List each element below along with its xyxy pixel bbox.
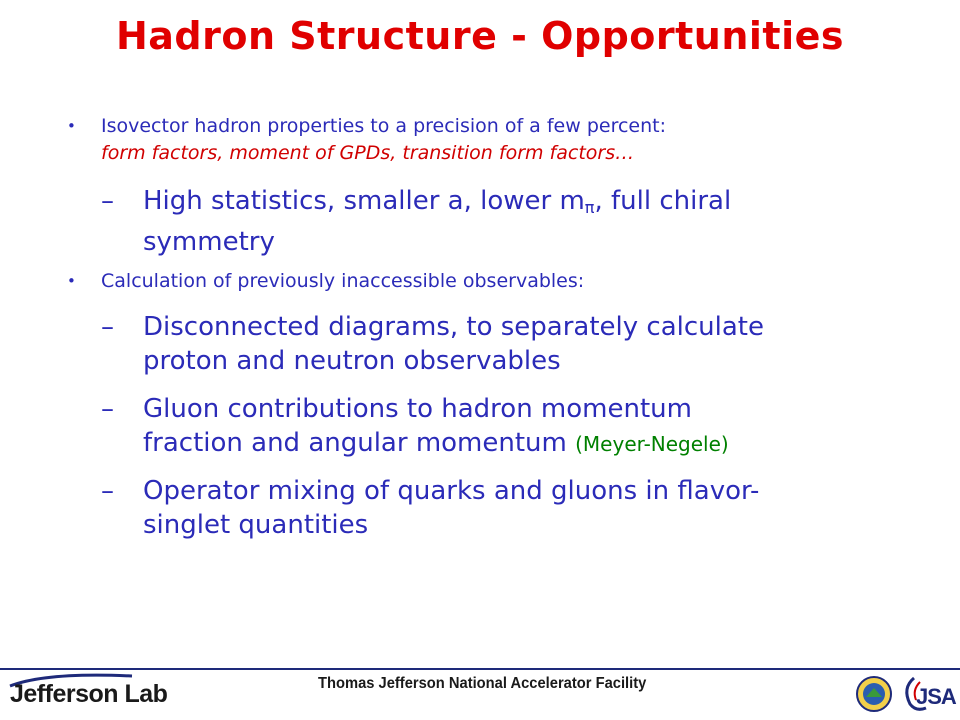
slide-title: Hadron Structure - Opportunities bbox=[115, 14, 845, 58]
dash-marker: – bbox=[101, 312, 114, 342]
bullet-2-1-line2: proton and neutron observables bbox=[143, 346, 561, 376]
bullet-1-1-line2: symmetry bbox=[143, 227, 275, 258]
bullet-1-1-pre: High statistics, smaller a, lower m bbox=[143, 186, 585, 216]
dash-marker: – bbox=[101, 394, 114, 424]
doe-seal-icon bbox=[856, 676, 892, 712]
citation-aside: (Meyer-Negele) bbox=[575, 432, 729, 456]
bullet-marker: • bbox=[67, 272, 76, 290]
bullet-2-1 bbox=[101, 310, 923, 378]
dash-marker: – bbox=[101, 476, 114, 506]
bullet-1-1 bbox=[101, 184, 923, 259]
bullet-2-2-line1: Gluon contributions to hadron momentum bbox=[143, 394, 692, 424]
bullet-2-2-line2-wrap bbox=[143, 426, 923, 461]
bullet-1-1-post: , full chiral bbox=[594, 186, 732, 216]
bullet-2-2 bbox=[101, 392, 923, 461]
footer-rule bbox=[0, 668, 960, 670]
bullet-2-3-line2: singlet quantities bbox=[143, 510, 369, 540]
bullet-1-subtext: form factors, moment of GPDs, transition form factors… bbox=[101, 142, 635, 164]
jefferson-lab-logo: Jefferson Lab bbox=[10, 680, 168, 708]
bullet-1-text: Isovector hadron properties to a precision of a few percent: bbox=[101, 115, 666, 137]
facility-name: Thomas Jefferson National Accelerator Facility bbox=[318, 675, 647, 692]
bullet-2-3-line1: Operator mixing of quarks and gluons in flavor- bbox=[143, 476, 760, 506]
bullet-2-text: Calculation of previously inaccessible observables: bbox=[101, 270, 585, 292]
bullet-2-3 bbox=[101, 474, 923, 542]
bullet-2-2-line2: fraction and angular momentum bbox=[143, 428, 567, 458]
jsa-logo: JSA bbox=[916, 684, 956, 709]
bullet-1 bbox=[67, 113, 901, 167]
bullet-2-1-line1: Disconnected diagrams, to separately calculate bbox=[143, 312, 764, 342]
bullet-2 bbox=[67, 268, 901, 295]
pi-subscript: π bbox=[584, 198, 595, 218]
dash-marker: – bbox=[101, 186, 114, 216]
bullet-marker: • bbox=[67, 117, 76, 135]
bullet-1-1-line1 bbox=[143, 184, 923, 225]
